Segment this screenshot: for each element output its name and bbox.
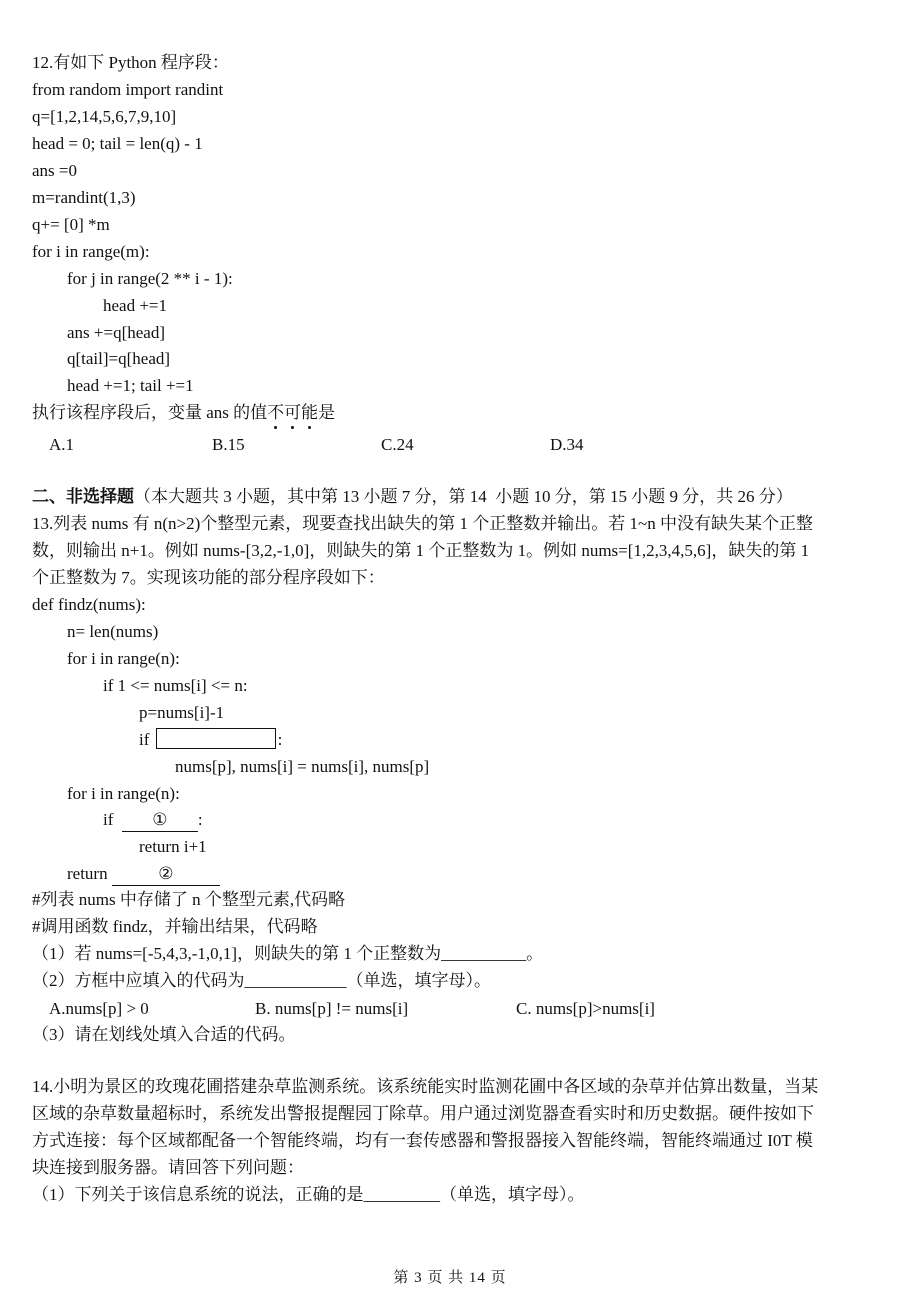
q13-comment: #列表 nums 中存储了 n 个整型元素,代码略 <box>32 890 346 909</box>
q13-code-line: n= len(nums) <box>67 622 159 641</box>
q12-code-line: head = 0; tail = len(q) - 1 <box>32 134 203 153</box>
q13-if-keyword: if <box>103 810 118 829</box>
q13-return-keyword: return <box>67 864 112 883</box>
q12-question <box>32 400 335 426</box>
blank-1-marker: ① <box>152 810 168 829</box>
q12-option-d: D.34 <box>550 435 584 454</box>
q13-code-line <box>139 727 282 753</box>
section-note: （本大题共 3 小题，其中第 13 小题 7 分，第 14 小题 10 分，第 15 小题 9 分，共 26 分） <box>134 487 793 506</box>
q13-colon: : <box>197 810 203 829</box>
q13-code-line <box>67 861 220 887</box>
q13-sub2-option-c: C. nums[p]>nums[i] <box>516 999 655 1018</box>
q13-intro-line: 13.列表 nums 有 n(n>2)个整型元素，现要查找出缺失的第 1 个正整数并输出。若 1~n 中没有缺失某个正整 <box>32 514 813 533</box>
q12-code-line: for j in range(2 ** i - 1): <box>67 269 233 288</box>
blank-2[interactable] <box>112 863 220 886</box>
emphasis-dot <box>274 426 277 429</box>
q12-question-prefix: 执行该程序段后，变量 ans 的值 <box>32 403 268 422</box>
blank-1[interactable] <box>122 809 198 832</box>
q13-colon: : <box>277 730 283 749</box>
q13-code-line: p=nums[i]-1 <box>139 703 225 722</box>
q13-sub1: （1）若 nums=[-5,4,3,-1,0,1]，则缺失的第 1 个正整数为__________。 <box>32 944 544 963</box>
q13-code-line: for i in range(n): <box>67 784 180 803</box>
q13-if-keyword: if <box>139 730 154 749</box>
section-heading <box>32 484 793 510</box>
q12-code-line: from random import randint <box>32 80 224 99</box>
q12-code-line: for i in range(m): <box>32 242 150 261</box>
q12-code-line: ans +=q[head] <box>67 323 165 342</box>
q14-intro-line: 14.小明为景区的玫瑰花圃搭建杂草监测系统。该系统能实时监测花圃中各区域的杂草并估算出数量，当某 <box>32 1077 819 1096</box>
q12-option-c: C.24 <box>381 435 414 454</box>
q13-intro-line: 个正整数为 7。实现该功能的部分程序段如下： <box>32 568 385 587</box>
q13-sub2-option-b: B. nums[p] != nums[i] <box>255 999 409 1018</box>
emphasis-dot <box>291 426 294 429</box>
q13-comment: #调用函数 findz，并输出结果，代码略 <box>32 917 318 936</box>
q12-emphasis-text: 不可能 <box>267 403 319 422</box>
q12-code-line: q+= [0] *m <box>32 215 110 234</box>
q12-code-line: head +=1; tail +=1 <box>67 376 194 395</box>
q12-code-line: head +=1 <box>103 296 168 315</box>
q13-code-line: return i+1 <box>139 837 207 856</box>
section-title: 二、非选择题 <box>32 487 134 506</box>
q13-sub2: （2）方框中应填入的代码为____________（单选，填字母）。 <box>32 971 491 990</box>
q12-option-a: A.1 <box>49 435 75 454</box>
q13-sub2-option-a: A.nums[p] > 0 <box>49 999 149 1018</box>
q13-code-line: nums[p], nums[i] = nums[i], nums[p] <box>175 757 430 776</box>
emphasis-dot <box>308 426 311 429</box>
q13-sub3: （3）请在划线处填入合适的代码。 <box>32 1025 296 1044</box>
q14-intro-line: 区域的杂草数量超标时，系统发出警报提醒园丁除草。用户通过浏览器查看实时和历史数据。硬件按如下 <box>32 1104 814 1123</box>
q14-intro-line: 方式连接：每个区域都配备一个智能终端，均有一套传感器和警报器接入智能终端，智能终端通过 I0T 模 <box>32 1131 813 1150</box>
q12-code-line: ans =0 <box>32 161 77 180</box>
q12-question-suffix: 是 <box>318 403 336 422</box>
q13-code-line: for i in range(n): <box>67 649 180 668</box>
answer-box[interactable] <box>156 728 276 749</box>
q12-option-b: B.15 <box>212 435 245 454</box>
q13-code-line: if 1 <= nums[i] <= n: <box>103 676 248 695</box>
q12-title: 12.有如下 Python 程序段： <box>32 53 229 72</box>
blank-2-marker: ② <box>158 864 174 883</box>
q13-code-line: def findz(nums): <box>32 595 146 614</box>
q13-code-line <box>103 807 203 833</box>
q12-code-line: m=randint(1,3) <box>32 188 136 207</box>
q14-sub1: （1）下列关于该信息系统的说法，正确的是_________（单选，填字母）。 <box>32 1185 585 1204</box>
q12-code-line: q=[1,2,14,5,6,7,9,10] <box>32 107 177 126</box>
q12-code-line: q[tail]=q[head] <box>67 349 171 368</box>
page-number: 第 3 页 共 14 页 <box>393 1270 507 1286</box>
q14-intro-line: 块连接到服务器。请回答下列问题： <box>32 1158 304 1177</box>
q12-emphasis <box>267 400 318 426</box>
q13-intro-line: 数，则输出 n+1。例如 nums-[3,2,-1,0]，则缺失的第 1 个正整数为 1。例如 nums=[1,2,3,4,5,6]，缺失的第 1 <box>32 541 810 560</box>
